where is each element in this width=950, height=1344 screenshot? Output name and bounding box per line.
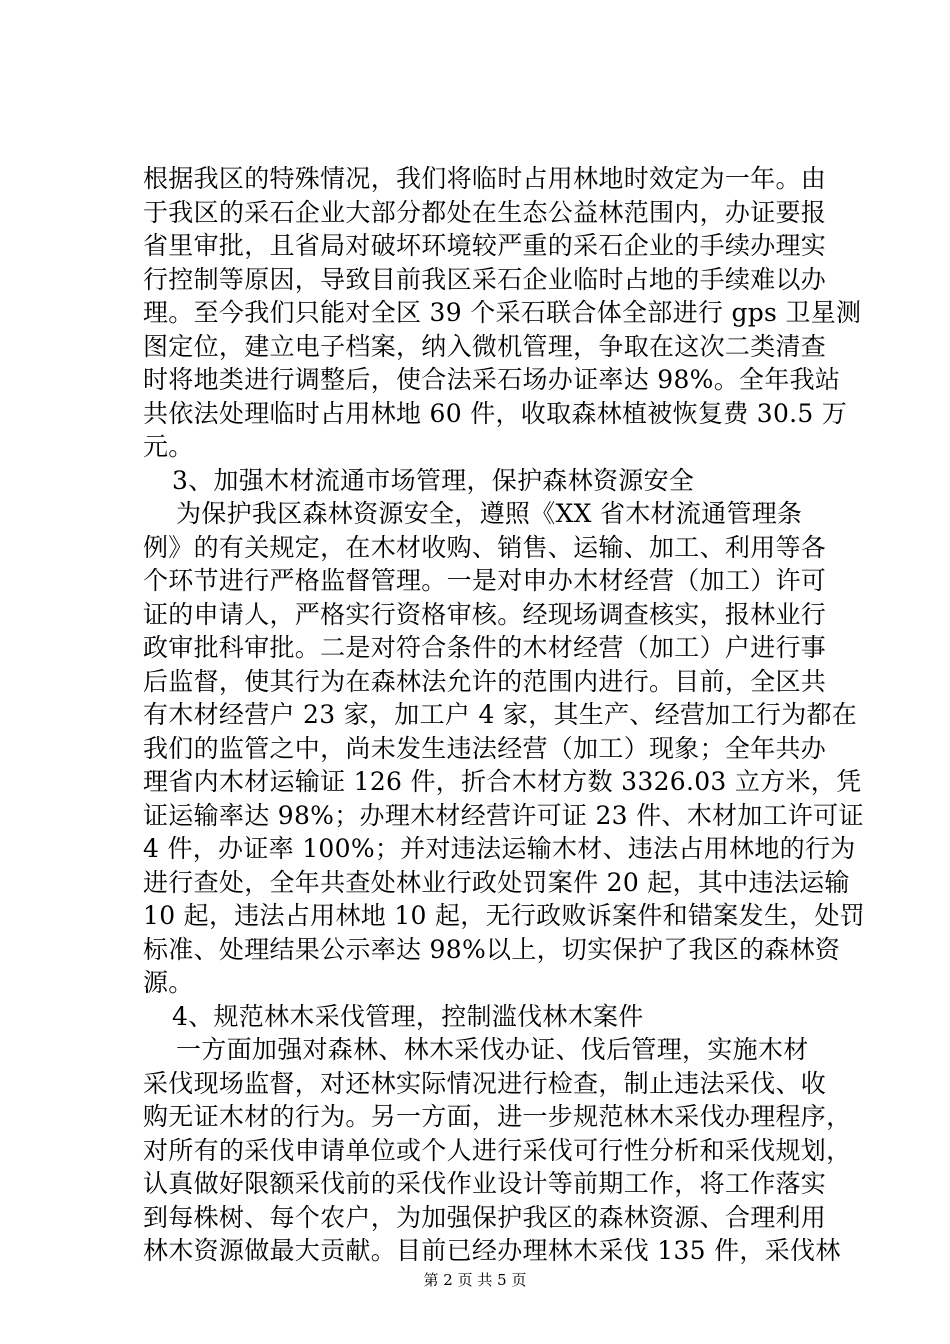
text-line: 理。至今我们只能对全区 39 个采石联合体全部进行 gps 卫星测 (143, 298, 862, 327)
text-line: 省里审批，且省局对破坏环境较严重的采石企业的手续办理实 (143, 231, 827, 260)
text-line: 源。 (143, 968, 194, 997)
text-line: 证的申请人，严格实行资格审核。经现场调查核实，报林业行 (143, 599, 827, 629)
document-body (143, 162, 866, 1268)
text-line: 我们的监管之中，尚未发生违法经营（加工）现象；全年共办 (143, 733, 827, 763)
text-line: 一方面加强对森林、林木采伐办证、伐后管理，实施木材 (176, 1035, 809, 1064)
text-line: 于我区的采石企业大部分都处在生态公益林范围内，办证要报 (143, 197, 827, 227)
text-line: 证运输率达 98%；办理木材经营许可证 23 件、木材加工许可证 (143, 800, 864, 830)
text-line: 例》的有关规定，在木材收购、销售、运输、加工、利用等各 (143, 532, 827, 562)
paragraph-stone-quarry (143, 162, 862, 464)
section-heading: 4、规范林木采伐管理，控制滥伐林木案件 (172, 1001, 644, 1031)
text-line: 元。 (143, 432, 194, 461)
text-line: 个环节进行严格监督管理。一是对申办木材经营（加工）许可 (143, 566, 827, 595)
text-line: 为保护我区森林资源安全，遵照《XX 省木材流通管理条 (176, 499, 803, 528)
text-line: 图定位，建立电子档案，纳入微机管理，争取在这次二类清查 (143, 331, 827, 361)
text-line: 采伐现场监督，对还林实际情况进行检查，制止违法采伐、收 (143, 1068, 827, 1098)
text-line: 共依法处理临时占用林地 60 件，收取森林植被恢复费 30.5 万 (143, 398, 848, 428)
text-line: 有木材经营户 23 家，加工户 4 家，其生产、经营加工行为都在 (143, 700, 858, 729)
text-line: 进行查处，全年共查处林业行政处罚案件 20 起，其中违法运输 (143, 867, 850, 897)
text-line: 时将地类进行调整后，使合法采石场办证率达 98%。全年我站 (143, 365, 841, 394)
page-footer (0, 1270, 950, 1290)
text-line: 10 起，违法占用林地 10 起，无行政败诉案件和错案发生，处罚 (143, 901, 866, 930)
text-line: 对所有的采伐申请单位或个人进行采伐可行性分析和采伐规划， (143, 1135, 852, 1165)
text-line: 标准、处理结果公示率达 98%以上，切实保护了我区的森林资 (143, 934, 841, 964)
text-line: 理省内木材运输证 126 件，折合木材方数 3326.03 立方米，凭 (143, 767, 862, 796)
section-heading-logging (143, 1000, 843, 1034)
text-line: 政审批科审批。二是对符合条件的木材经营（加工）户进行事 (143, 633, 827, 662)
text-line: 行控制等原因，导致目前我区采石企业临时占地的手续难以办 (143, 264, 827, 294)
text-line: 根据我区的特殊情况，我们将临时占用林地时效定为一年。由 (143, 164, 827, 193)
paragraph-logging (143, 1033, 852, 1268)
section-heading: 3、加强木材流通市场管理，保护森林资源安全 (172, 465, 695, 495)
paragraph-timber-market (143, 497, 866, 1000)
section-heading-timber-market (143, 464, 843, 498)
text-line: 4 件，办证率 100%；并对违法运输木材、违法占用林地的行为 (143, 834, 856, 863)
text-line: 林木资源做最大贡献。目前已经办理林木采伐 135 件，采伐林 (143, 1236, 841, 1265)
text-line: 购无证木材的行为。另一方面，进一步规范林木采伐办理程序， (143, 1102, 852, 1131)
page-number: 第 2 页 共 5 页 (423, 1271, 527, 1289)
text-line: 认真做好限额采伐前的采伐作业设计等前期工作，将工作落实 (143, 1169, 827, 1198)
text-line: 后监督，使其行为在森林法允许的范围内进行。目前，全区共 (143, 666, 827, 696)
text-line: 到每株树、每个农户，为加强保护我区的森林资源、合理利用 (143, 1202, 827, 1232)
